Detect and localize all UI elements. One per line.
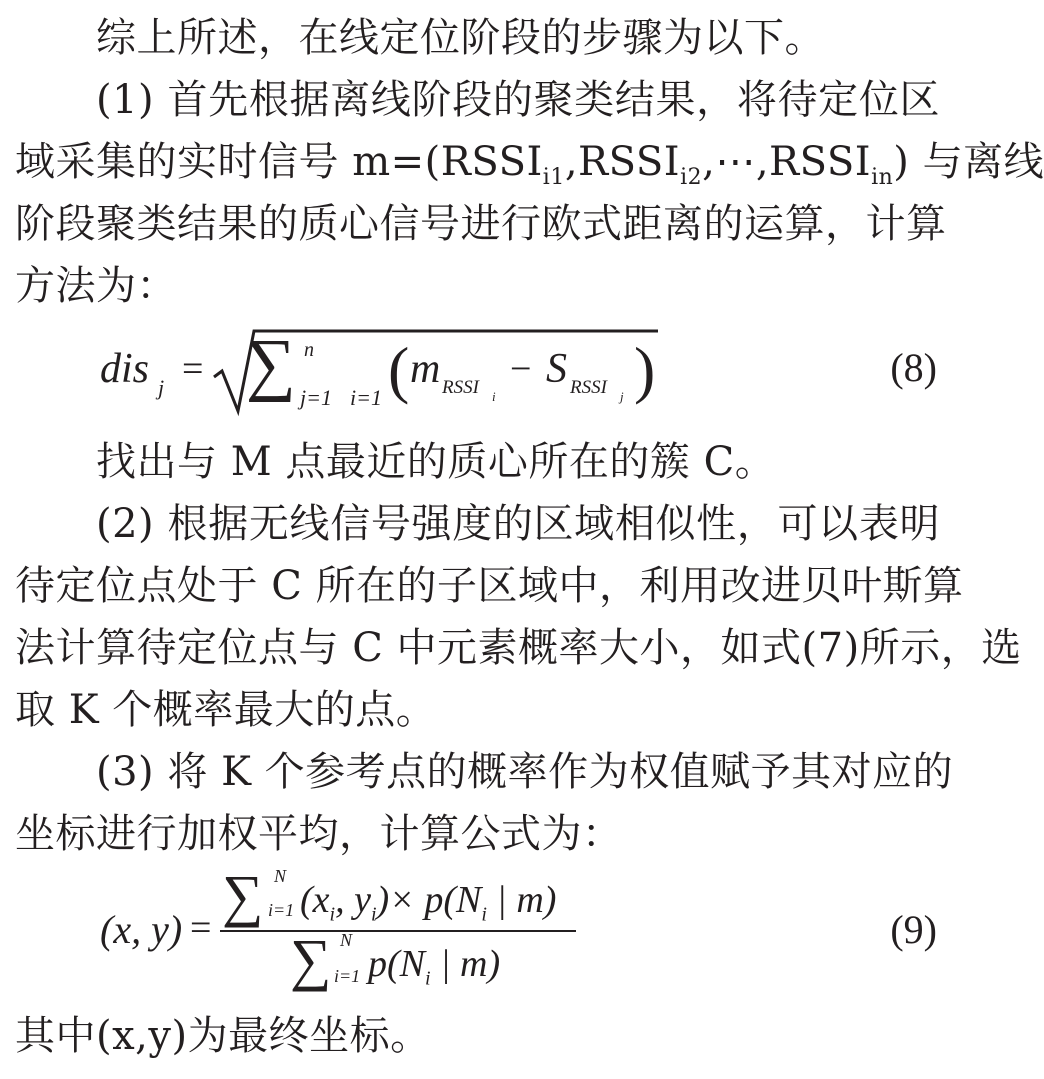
step3-line1: (3) 将 K 个参考点的概率作为权值赋予其对应的 bbox=[96, 749, 954, 795]
rssi-sub-2: i2 bbox=[680, 165, 703, 190]
step1-line4: 方法为： bbox=[15, 263, 177, 309]
eq8-sum-upper: n bbox=[304, 339, 314, 361]
eq8-s: S bbox=[546, 346, 567, 392]
eq9-equals: = bbox=[190, 907, 212, 949]
numerator-sum-symbol: ∑ bbox=[222, 863, 264, 928]
numerator-body: ($x_i$, $y_i)\times p(N_i$ | m) bbox=[300, 879, 557, 926]
step2-line1: (2) 根据无线信号强度的区域相似性，可以表明 bbox=[96, 501, 940, 547]
summation-symbol: ∑ bbox=[246, 326, 296, 403]
equation-8 bbox=[0, 325, 957, 420]
eq8-lhs-sub: j bbox=[158, 375, 165, 400]
eq9-num-upper: N bbox=[274, 866, 287, 886]
step2-line3: 法计算待定位点与 C 中元素概率大小，如式(7)所示，选 bbox=[15, 625, 1022, 671]
step1-line3: 阶段聚类结果的质心信号进行欧式距离的运算，计算 bbox=[15, 201, 947, 247]
paragraph-final-coordinate: 其中(x,y)为最终坐标。 bbox=[15, 1013, 431, 1059]
equation-9-number: (9) bbox=[890, 907, 937, 952]
step3-line2: 坐标进行加权平均，计算公式为： bbox=[15, 811, 623, 857]
step2-line2: 待定位点处于 C 所在的子区域中，利用改进贝叶斯算 bbox=[15, 563, 964, 609]
eq8-s-subsub: j bbox=[620, 389, 624, 404]
denominator-body: $p(N_i$ | m) bbox=[368, 943, 501, 990]
eq8-sum-lower-i: i=1 bbox=[350, 385, 382, 410]
denominator-sum-symbol: ∑ bbox=[290, 927, 332, 992]
left-paren: ( bbox=[388, 334, 410, 405]
step1-line2-pre: 域采集的实时信号 m=(RSSI bbox=[15, 139, 543, 185]
eq8-sum-lower-j: j=1 bbox=[300, 385, 332, 410]
eq9-den-lower: i=1 bbox=[334, 966, 361, 986]
step1-line2-mid1: ,RSSI bbox=[564, 139, 681, 185]
eq8-m: m bbox=[410, 346, 441, 392]
fraction-bar bbox=[220, 930, 576, 932]
step2-line4: 取 K 个概率最大的点。 bbox=[15, 687, 437, 733]
paragraph-find-cluster: 找出与 M 点最近的质心所在的簇 C。 bbox=[96, 439, 776, 485]
eq8-m-subsub: i bbox=[492, 389, 496, 404]
equation-8-number: (8) bbox=[890, 345, 937, 390]
eq8-lhs: dis bbox=[100, 346, 150, 392]
eq9-num-lower: i=1 bbox=[268, 900, 295, 920]
right-paren: ) bbox=[634, 334, 656, 405]
rssi-sub-1: i1 bbox=[542, 165, 565, 190]
step1-line2-post: ) 与离线 bbox=[893, 139, 1044, 185]
paragraph-summary: 综上所述，在线定位阶段的步骤为以下。 bbox=[96, 15, 825, 61]
eq8-m-sub: RSSI bbox=[442, 377, 479, 398]
rssi-sub-3: in bbox=[871, 165, 894, 190]
eq9-lhs: (x, y) bbox=[100, 907, 183, 952]
equation-9 bbox=[0, 862, 957, 992]
eq8-minus: − bbox=[510, 348, 532, 390]
step1-line1: (1) 首先根据离线阶段的聚类结果，将待定位区 bbox=[96, 77, 940, 123]
eq8-equals: = bbox=[182, 348, 204, 390]
step1-line2-mid2: ,⋯,RSSI bbox=[702, 139, 872, 185]
eq9-den-upper: N bbox=[340, 930, 353, 950]
eq8-s-sub: RSSI bbox=[570, 377, 607, 398]
